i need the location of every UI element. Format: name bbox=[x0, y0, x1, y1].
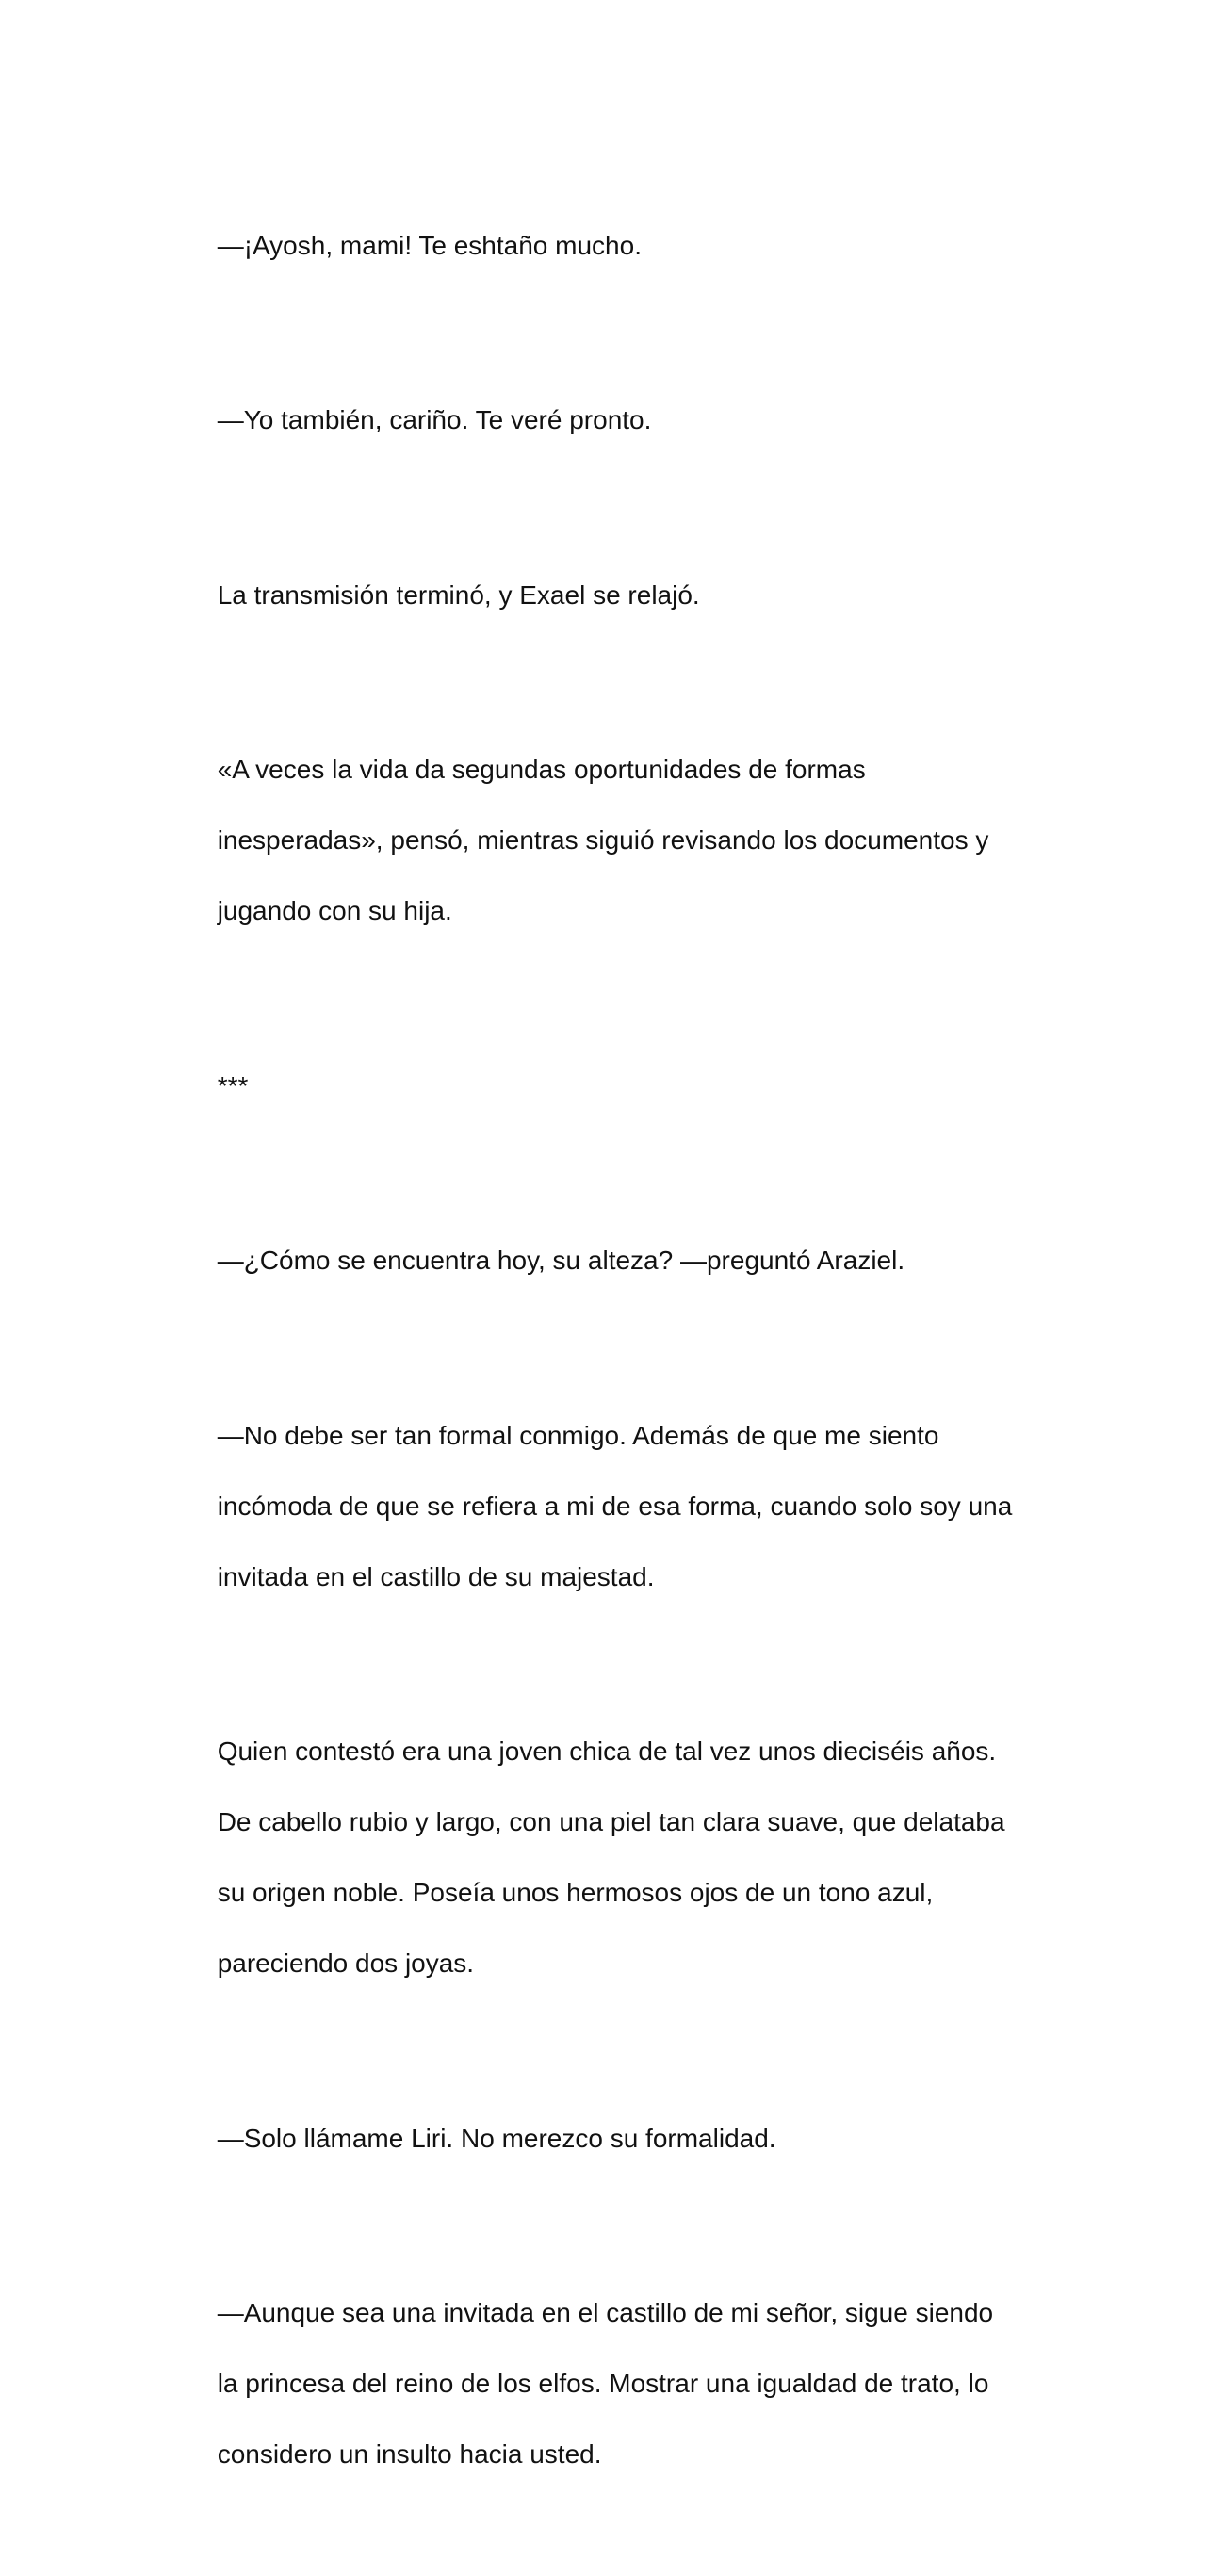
paragraph-9 bbox=[173, 2085, 1040, 2192]
line: jugando con su hija. bbox=[217, 896, 452, 925]
paragraph-1 bbox=[173, 192, 1040, 299]
line: —¡Ayosh, mami! Te eshtaño mucho. bbox=[217, 230, 642, 260]
line: inesperadas», pensó, mientras siguió revisando los documentos y bbox=[217, 825, 989, 855]
paragraph-3 bbox=[173, 542, 1040, 648]
line: considero un insulto hacia usted. bbox=[217, 2439, 602, 2469]
paragraph-6 bbox=[173, 1208, 1040, 1314]
line: la princesa del reino de los elfos. Mostrar una igualdad de trato, lo bbox=[217, 2369, 989, 2398]
paragraph-7 bbox=[173, 1382, 1040, 1630]
paragraph-10 bbox=[173, 2260, 1040, 2508]
line: De cabello rubio y largo, con una piel tan clara suave, que delataba bbox=[217, 1807, 1005, 1836]
document-body bbox=[173, 192, 1040, 2576]
line: —Aunque sea una invitada en el castillo de mi señor, sigue siendo bbox=[217, 2298, 994, 2327]
paragraph-4 bbox=[173, 717, 1040, 965]
line: —Yo también, cariño. Te veré pronto. bbox=[217, 405, 652, 434]
line: La transmisión terminó, y Exael se relajó. bbox=[217, 579, 700, 610]
line: —Solo llámame Liri. No merezco su formalidad. bbox=[217, 2123, 776, 2153]
line: incómoda de que se refiera a mi de esa forma, cuando solo soy una bbox=[217, 1491, 1013, 1521]
line: —No debe ser tan formal conmigo. Además de que me siento bbox=[217, 1420, 939, 1450]
line: —¿Cómo se encuentra hoy, su alteza? —preguntó Araziel. bbox=[217, 1246, 905, 1275]
line: Quien contestó era una joven chica de tal vez unos dieciséis años. bbox=[217, 1736, 997, 1766]
line: *** bbox=[217, 1070, 249, 1101]
scene-separator bbox=[173, 1033, 1040, 1139]
line: invitada en el castillo de su majestad. bbox=[217, 1561, 655, 1591]
line: pareciendo dos joyas. bbox=[217, 1948, 475, 1978]
line: su origen noble. Poseía unos hermosos ojos de un tono azul, bbox=[217, 1878, 934, 1907]
line: «A veces la vida da segundas oportunidades de formas bbox=[217, 755, 866, 784]
paragraph-2 bbox=[173, 367, 1040, 474]
paragraph-8 bbox=[173, 1699, 1040, 2017]
